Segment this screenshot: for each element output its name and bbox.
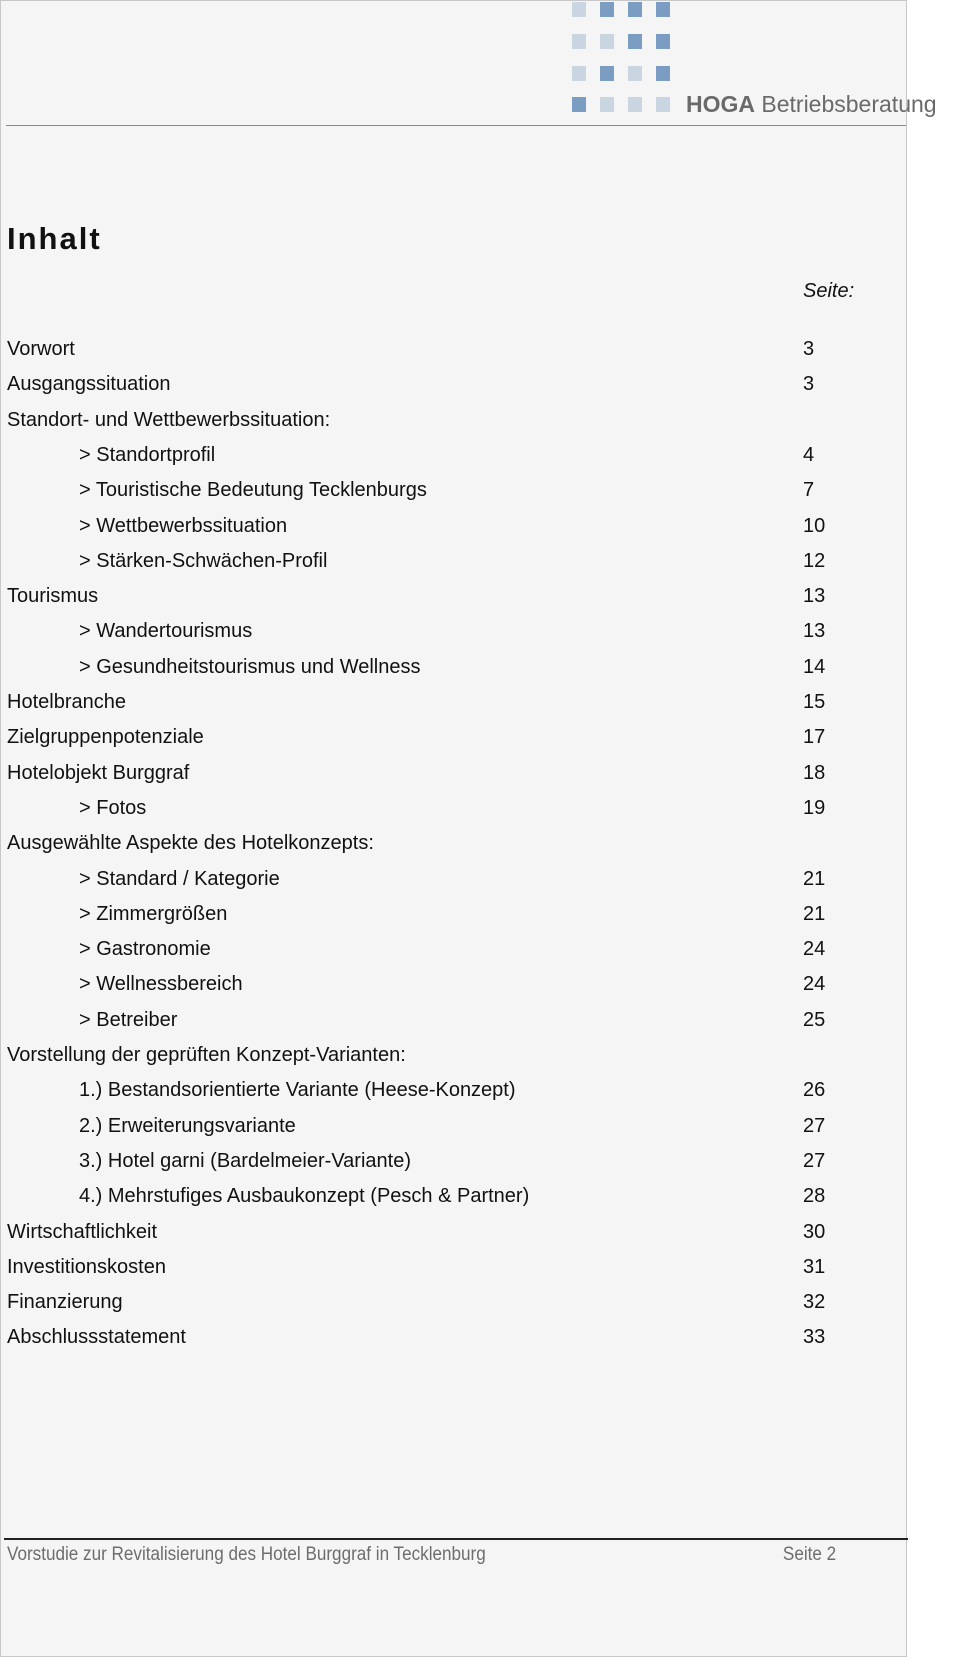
toc-entry-page: 31	[803, 1255, 826, 1278]
toc-entry[interactable]	[1, 1079, 901, 1109]
footer-document-title: Vorstudie zur Revitalisierung des Hotel Burggraf in Tecklenburg	[7, 1544, 486, 1565]
toc-entry-page: 21	[803, 867, 826, 890]
toc-entry[interactable]	[1, 726, 901, 756]
toc-entry[interactable]	[1, 1291, 901, 1321]
logo-square-dark	[656, 2, 670, 17]
toc-entry-page: 24	[803, 938, 826, 961]
toc-entry-page: 13	[803, 585, 826, 608]
toc-entry[interactable]	[1, 762, 901, 792]
toc-entry-page: 33	[803, 1326, 826, 1349]
logo-square-dark	[600, 66, 614, 81]
toc-entry-label: Standort- und Wettbewerbssituation:	[7, 408, 331, 431]
toc-entry-label: 2.) Erweiterungsvariante	[79, 1114, 296, 1137]
toc-entry[interactable]	[1, 656, 901, 686]
toc-entry[interactable]	[1, 515, 901, 545]
toc-entry-label: > Zimmergrößen	[79, 902, 228, 925]
toc-entry[interactable]	[1, 938, 901, 968]
toc-entry-label: > Touristische Bedeutung Tecklenburgs	[79, 479, 427, 502]
toc-entry-page: 32	[803, 1291, 826, 1314]
toc-entry-page: 27	[803, 1149, 826, 1172]
toc-entry[interactable]	[1, 868, 901, 898]
toc-entry[interactable]	[1, 1009, 901, 1039]
toc-entry-page: 4	[803, 443, 815, 466]
footer-divider	[4, 1538, 908, 1540]
logo-brand-bold: HOGA	[686, 91, 755, 117]
toc-entry-label: 3.) Hotel garni (Bardelmeier-Variante)	[79, 1149, 411, 1172]
toc-entry[interactable]	[1, 479, 901, 509]
logo-square-light	[628, 66, 642, 81]
toc-entry-page: 30	[803, 1220, 826, 1243]
toc-entry[interactable]	[1, 1150, 901, 1180]
toc-entry-page: 10	[803, 514, 826, 537]
toc-entry-label: > Wettbewerbssituation	[79, 514, 288, 537]
logo-square-light	[572, 66, 586, 81]
toc-entry-page: 26	[803, 1079, 826, 1102]
toc-entry[interactable]	[1, 620, 901, 650]
logo-square-dark	[628, 34, 642, 49]
toc-entry-label: > Wandertourismus	[79, 620, 253, 643]
toc-entry-label: Hotelbranche	[7, 691, 126, 713]
toc-entry[interactable]	[1, 1221, 901, 1251]
toc-entry-label: Finanzierung	[7, 1291, 123, 1314]
page-title: Inhalt	[7, 221, 102, 256]
logo-square-light	[656, 97, 670, 112]
toc-entry-label: > Fotos	[79, 796, 147, 819]
toc-entry-label: Abschlussstatement	[7, 1326, 186, 1349]
logo-square-dark	[600, 2, 614, 17]
toc-entry-page: 7	[803, 479, 815, 502]
logo-brand-rest: Betriebsberatung	[761, 91, 937, 117]
logo-square-dark	[656, 34, 670, 49]
header-divider	[6, 125, 906, 126]
toc-entry-label: > Wellnessbereich	[79, 973, 243, 996]
toc-entry-label: Ausgangssituation	[7, 373, 171, 396]
toc-entry-label: Ausgewählte Aspekte des Hotelkonzepts:	[7, 832, 374, 855]
toc-entry-page: 3	[803, 338, 815, 360]
toc-entry-label: Hotelobjekt Burggraf	[7, 761, 190, 784]
toc-entry-label: 1.) Bestandsorientierte Variante (Heese-Konzept)	[79, 1079, 516, 1102]
toc-entry[interactable]	[1, 1044, 901, 1074]
toc-entry[interactable]	[1, 444, 901, 474]
toc-entry[interactable]	[1, 1115, 901, 1145]
toc-entry-page: 27	[803, 1114, 826, 1137]
toc-entry-label: 4.) Mehrstufiges Ausbaukonzept (Pesch & Partner)	[79, 1185, 530, 1208]
toc-entry[interactable]	[1, 1185, 901, 1215]
logo-square-light	[600, 34, 614, 49]
toc-entry-label: Zielgruppenpotenziale	[7, 726, 204, 749]
toc-entry[interactable]	[1, 691, 901, 721]
toc-entry[interactable]	[1, 550, 901, 580]
toc-entry[interactable]	[1, 585, 901, 615]
toc-entry-label: Wirtschaftlichkeit	[7, 1220, 158, 1243]
toc-entry-page: 3	[803, 373, 815, 396]
toc-entry-page: 19	[803, 796, 826, 819]
logo-square-light	[600, 97, 614, 112]
toc-entry-page: 18	[803, 761, 826, 784]
toc-entry[interactable]	[1, 409, 901, 439]
toc-entry[interactable]	[1, 373, 901, 403]
footer-page-number: Seite 2	[782, 1544, 836, 1565]
toc-entry-page: 17	[803, 726, 826, 749]
toc-entry-page: 12	[803, 549, 826, 572]
toc-entry-page: 21	[803, 902, 826, 925]
logo-wordmark	[686, 91, 937, 118]
toc-entry[interactable]	[1, 1326, 901, 1356]
logo-square-light	[572, 2, 586, 17]
logo-square-dark	[628, 2, 642, 17]
toc-entry-page: 24	[803, 973, 826, 996]
toc-entry[interactable]	[1, 1256, 901, 1286]
toc-entry-page: 28	[803, 1185, 826, 1208]
toc-entry-label: > Gastronomie	[79, 938, 211, 961]
toc-entry-label: > Stärken-Schwächen-Profil	[79, 549, 328, 572]
logo-square-light	[628, 97, 642, 112]
toc-entry-label: > Gesundheitstourismus und Wellness	[79, 655, 421, 678]
toc-entry-label: > Standortprofil	[79, 443, 216, 466]
toc-entry-page: 25	[803, 1008, 826, 1031]
toc-entry-label: Tourismus	[7, 585, 99, 608]
logo-square-dark	[656, 66, 670, 81]
page-column-label: Seite:	[803, 280, 855, 302]
toc-entry-label: > Standard / Kategorie	[79, 867, 280, 890]
toc-entry-label: > Betreiber	[79, 1008, 178, 1031]
toc-entry[interactable]	[1, 832, 901, 862]
toc-entry-label: Vorwort	[7, 338, 75, 360]
toc-entry[interactable]	[1, 973, 901, 1003]
toc-entry[interactable]	[1, 338, 901, 368]
logo-square-dark	[572, 97, 586, 112]
toc-entry-page: 14	[803, 655, 826, 678]
toc-entry-page: 13	[803, 620, 826, 643]
toc-entry[interactable]	[1, 903, 901, 933]
toc-entry-page: 15	[803, 691, 826, 713]
logo-square-light	[572, 34, 586, 49]
toc-entry-label: Vorstellung der geprüften Konzept-Varianten:	[7, 1044, 406, 1066]
toc-entry[interactable]	[1, 797, 901, 827]
toc-entry-label: Investitionskosten	[7, 1255, 166, 1278]
